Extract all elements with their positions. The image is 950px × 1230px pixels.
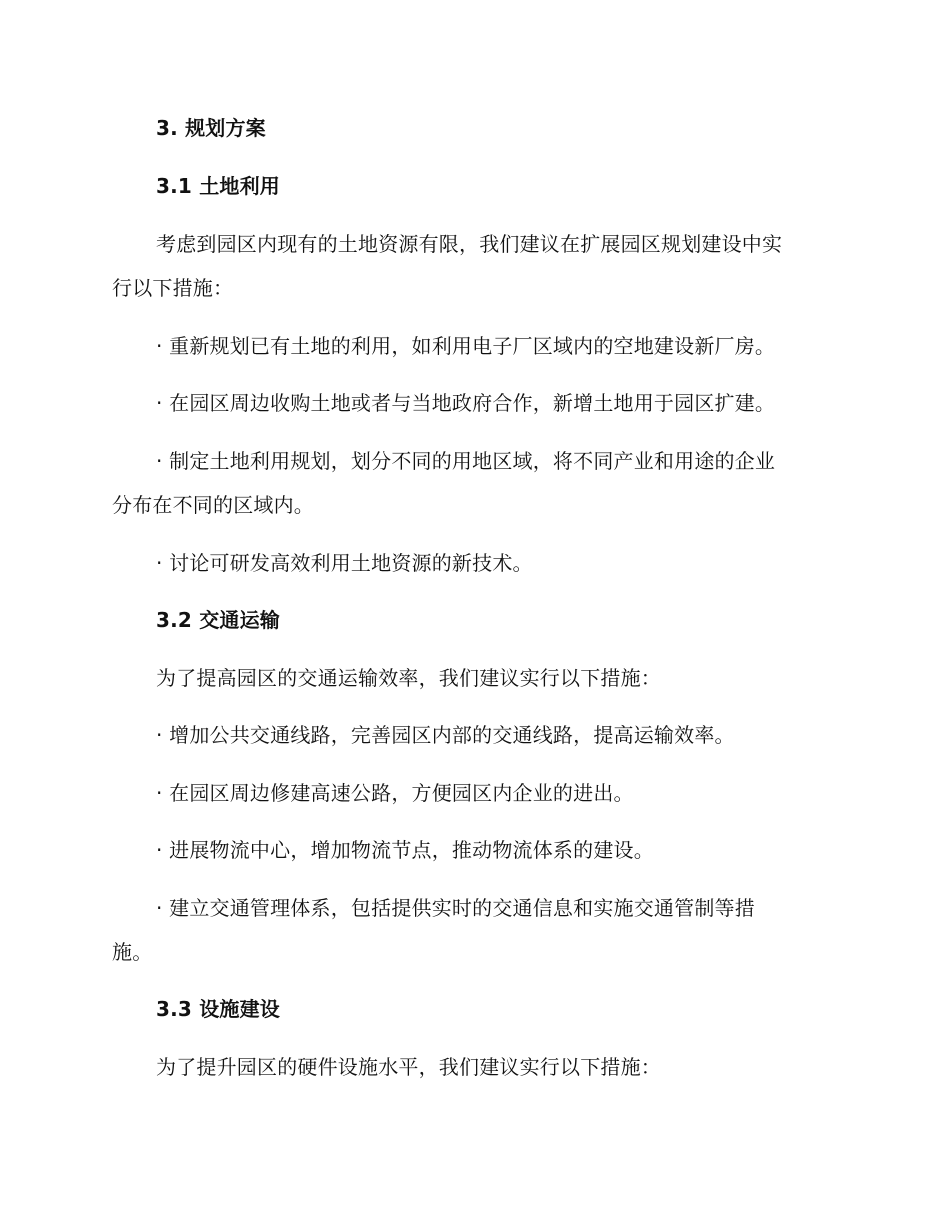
paragraph-land-intro-line2: 行以下措施： [112,276,234,300]
bullet-transport-3: · 进展物流中心，增加物流节点，推动物流体系的建设。 [156,838,654,862]
bullet-transport-1: · 增加公共交通线路，完善园区内部的交通线路，提高运输效率。 [156,723,735,747]
paragraph-facilities-intro: 为了提升园区的硬件设施水平，我们建议实行以下措施： [156,1055,661,1079]
section-heading: 3. 规划方案 [156,116,266,140]
subsection-heading-transport: 3.2 交通运输 [156,608,280,632]
bullet-land-1: · 重新规划已有土地的利用，如利用电子厂区域内的空地建设新厂房。 [156,334,776,358]
subsection-heading-facilities: 3.3 设施建设 [156,997,280,1021]
bullet-transport-2: · 在园区周边修建高速公路，方便园区内企业的进出。 [156,781,634,805]
bullet-land-3-line2: 分布在不同的区域内。 [112,493,314,517]
bullet-land-3-line1: · 制定土地利用规划，划分不同的用地区域，将不同产业和用途的企业 [156,449,776,473]
bullet-land-4: · 讨论可研发高效利用土地资源的新技术。 [156,551,533,575]
paragraph-land-intro-line1: 考虑到园区内现有的土地资源有限，我们建议在扩展园区规划建设中实 [156,232,783,256]
bullet-transport-4-line2: 施。 [112,940,153,964]
paragraph-transport-intro: 为了提高园区的交通运输效率，我们建议实行以下措施： [156,666,661,690]
bullet-land-2: · 在园区周边收购土地或者与当地政府合作，新增土地用于园区扩建。 [156,391,776,415]
subsection-heading-land-use: 3.1 土地利用 [156,174,280,198]
bullet-transport-4-line1: · 建立交通管理体系，包括提供实时的交通信息和实施交通管制等措 [156,896,755,920]
